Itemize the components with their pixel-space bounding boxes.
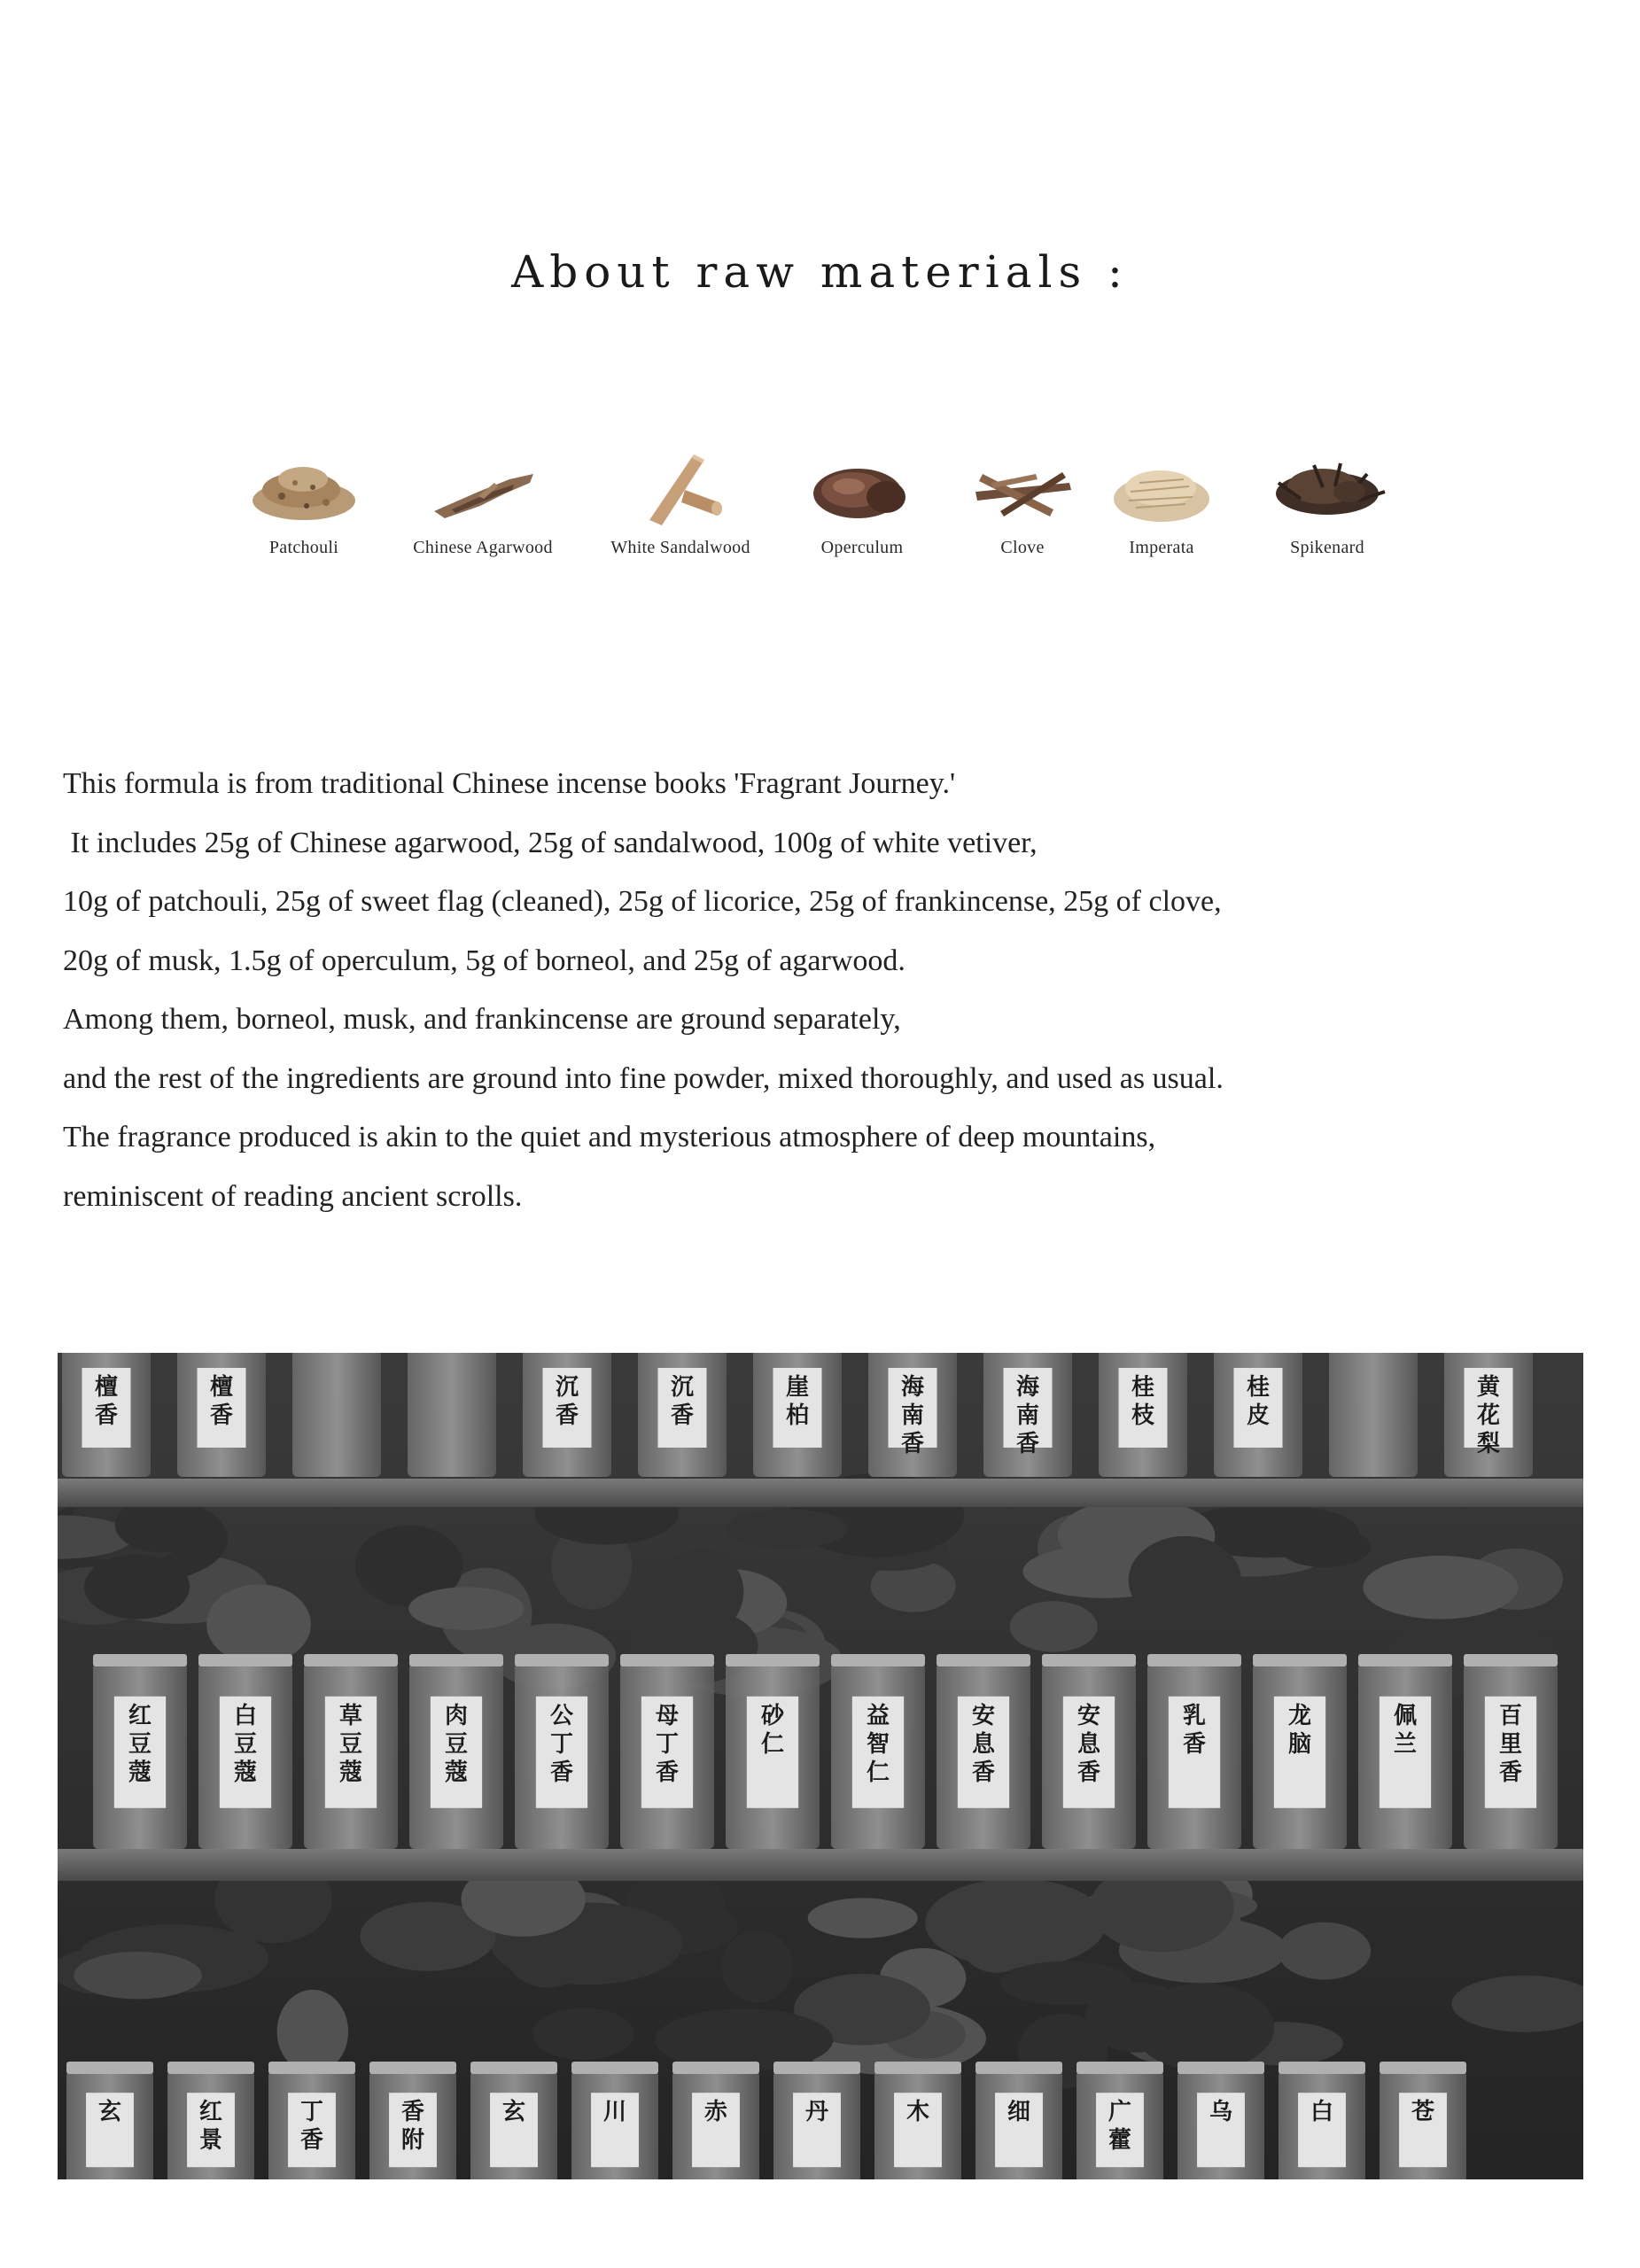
jar: [1042, 1654, 1136, 1849]
jar-label-char: 益: [866, 1702, 890, 1729]
jar: [62, 1353, 151, 1477]
jar-label-char: 乳: [1182, 1702, 1207, 1729]
jar: [268, 2062, 355, 2179]
jar-label-char: 香: [299, 2127, 324, 2155]
jar-label-char: 桂: [1246, 1374, 1271, 1401]
jar-label-char: 赤: [703, 2099, 728, 2126]
jar-label-char: 百: [1498, 1702, 1523, 1729]
jar: [1099, 1353, 1187, 1477]
jar-label-char: 红: [128, 1702, 152, 1729]
material-label: Patchouli: [268, 538, 339, 557]
jar-label-char: 香: [209, 1402, 234, 1429]
jar: [983, 1353, 1072, 1477]
jar: [66, 2062, 153, 2179]
jar: [753, 1353, 842, 1477]
jar-label-char: 景: [198, 2127, 223, 2155]
jar-label-char: 草: [338, 1702, 363, 1729]
jar: [523, 1353, 611, 1477]
jar: [874, 2062, 961, 2179]
jar-label-char: 丹: [804, 2099, 829, 2126]
jar: [1253, 1654, 1347, 1849]
agarwood-icon: [425, 447, 540, 527]
jar: [304, 1654, 398, 1849]
paragraph-line: and the rest of the ingredients are ground into fine powder, mixed thoroughly, and used as usual.: [63, 1061, 1224, 1095]
operculum-icon: [804, 447, 920, 527]
jar-label-char: 香: [1076, 1759, 1101, 1786]
jar: [672, 2062, 759, 2179]
jar-label-char: 香: [1182, 1730, 1207, 1758]
material-label: White Sandalwood: [610, 538, 750, 557]
jar-label-char: 梨: [1476, 1431, 1501, 1457]
paragraph-line: 10g of patchouli, 25g of sweet flag (cleaned), 25g of licorice, 25g of frankincense, 25g of clove,: [63, 885, 1222, 918]
material-label: Chinese Agarwood: [413, 538, 553, 557]
jar-label-char: 南: [900, 1402, 925, 1429]
jar-label-char: 川: [602, 2099, 627, 2126]
jar-label-char: 海: [900, 1374, 925, 1401]
page-title: About raw materials :: [511, 246, 1129, 298]
jar: [515, 1654, 609, 1849]
raw-materials-row: [0, 447, 1640, 589]
jar: [773, 2062, 860, 2179]
jar-label-char: 仁: [866, 1759, 890, 1786]
jar-label-char: 香: [971, 1759, 996, 1786]
jar: [409, 1654, 503, 1849]
jar: [167, 2062, 254, 2179]
material-label: Clove: [1000, 538, 1045, 557]
jar-label-char: 蔻: [233, 1759, 258, 1786]
jar-label-char: 息: [971, 1730, 996, 1758]
jar: [1464, 1654, 1558, 1849]
jar-label-char: 沉: [555, 1374, 579, 1401]
jar: [470, 2062, 557, 2179]
jar: [1076, 2062, 1163, 2179]
jar-label-char: 香: [549, 1759, 574, 1786]
material-label: Imperata: [1129, 538, 1194, 557]
jar: [831, 1654, 925, 1849]
paragraph-line: 20g of musk, 1.5g of operculum, 5g of borneol, and 25g of agarwood.: [63, 944, 905, 977]
jar: [1214, 1353, 1302, 1477]
jar-label-char: 豆: [444, 1730, 469, 1758]
jar-label-char: 细: [1007, 2099, 1031, 2126]
jar: [1147, 1654, 1241, 1849]
jar: [93, 1654, 187, 1849]
jar-label-char: 公: [549, 1702, 574, 1729]
material-label: Operculum: [820, 538, 904, 557]
paragraph-line: reminiscent of reading ancient scrolls.: [63, 1179, 523, 1213]
jar-label-char: 佩: [1393, 1702, 1418, 1729]
jar-label-char: 木: [905, 2099, 930, 2126]
jar-label-char: 枝: [1131, 1402, 1155, 1429]
paragraph-line: Among them, borneol, musk, and frankincense are ground separately,: [63, 1003, 901, 1036]
jar: [975, 2062, 1062, 2179]
jar: [1380, 2062, 1466, 2179]
jar-label-char: 香: [900, 1431, 925, 1457]
spikenard-icon: [1261, 447, 1394, 527]
jar: [177, 1353, 266, 1477]
jar-label-char: 脑: [1287, 1730, 1312, 1758]
jar: [1329, 1353, 1418, 1477]
jar-label-char: 龙: [1287, 1702, 1312, 1729]
jar-label-char: 苍: [1411, 2099, 1435, 2126]
jar: [868, 1353, 957, 1477]
jar-label-char: 豆: [128, 1730, 152, 1758]
jar-label-char: 仁: [760, 1730, 785, 1758]
patchouli-icon: [246, 447, 361, 527]
material-chinese-agarwood: [385, 447, 580, 558]
jar-label-char: 香: [1498, 1759, 1523, 1786]
jar-label-char: 乌: [1209, 2099, 1233, 2126]
jar-label-char: 檀: [209, 1374, 234, 1401]
material-white-sandalwood: [583, 447, 778, 558]
jar-label-char: 檀: [94, 1374, 119, 1401]
jar-label-char: 花: [1476, 1402, 1501, 1429]
jar-label-char: 黄: [1476, 1374, 1501, 1401]
paragraph-line: This formula is from traditional Chinese incense books 'Fragrant Journey.': [63, 767, 956, 800]
paragraph-line: It includes 25g of Chinese agarwood, 25g of sandalwood, 100g of white vetiver,: [63, 826, 1038, 859]
jar-label-char: 里: [1498, 1730, 1523, 1758]
jar-label-char: 丁: [299, 2099, 324, 2126]
material-label: Spikenard: [1290, 538, 1364, 557]
jar-label-char: 丁: [655, 1730, 680, 1758]
jar-label-char: 安: [1076, 1702, 1101, 1729]
jar-label-char: 豆: [233, 1730, 258, 1758]
jar-label-char: 兰: [1393, 1730, 1418, 1758]
jar: [1279, 2062, 1365, 2179]
jar-label-char: 红: [198, 2099, 223, 2126]
imperata-icon: [1104, 447, 1219, 527]
jar-label-char: 白: [233, 1702, 258, 1729]
jar: [937, 1654, 1030, 1849]
sandalwood-icon: [623, 447, 738, 527]
jar: [369, 2062, 456, 2179]
material-patchouli: [206, 447, 401, 558]
jar-label-char: 香: [655, 1759, 680, 1786]
jar: [726, 1654, 820, 1849]
jar-label-char: 柏: [785, 1402, 810, 1429]
formula-description: [63, 755, 1587, 1226]
jar-label-char: 玄: [97, 2099, 122, 2126]
jar: [1444, 1353, 1533, 1477]
jar-label-char: 智: [866, 1730, 890, 1758]
jar-label-char: 香: [670, 1402, 695, 1429]
jar-label-char: 蔻: [338, 1759, 363, 1786]
jar-label-char: 蔻: [444, 1759, 469, 1786]
apothecary-shelf-photo: [58, 1353, 1583, 2179]
jar: [292, 1353, 381, 1477]
jar-label-char: 广: [1108, 2099, 1132, 2126]
jar-label-char: 玄: [501, 2099, 526, 2126]
jar: [408, 1353, 496, 1477]
jar-label-char: 南: [1015, 1402, 1040, 1429]
jar-label-char: 桂: [1131, 1374, 1155, 1401]
jar-label-char: 丁: [549, 1730, 574, 1758]
jar-label-char: 香: [94, 1402, 119, 1429]
jar: [638, 1353, 727, 1477]
jar-label-char: 豆: [338, 1730, 363, 1758]
jar: [1178, 2062, 1264, 2179]
jar: [1358, 1654, 1452, 1849]
jar-label-char: 白: [1310, 2099, 1334, 2126]
jar: [198, 1654, 292, 1849]
shelf-photo-illustration: [58, 1353, 1583, 2179]
material-spikenard: [1230, 447, 1425, 558]
clove-icon: [965, 447, 1080, 527]
jar-label-char: 香: [1015, 1431, 1040, 1457]
paragraph-line: The fragrance produced is akin to the quiet and mysterious atmosphere of deep mountains,: [63, 1121, 1156, 1153]
jar-label-char: 息: [1076, 1730, 1101, 1758]
jar-label-char: 崖: [785, 1374, 810, 1401]
jar-label-char: 母: [655, 1702, 680, 1729]
jar-label-char: 安: [971, 1702, 996, 1729]
jar-label-char: 海: [1015, 1374, 1040, 1401]
jar: [571, 2062, 658, 2179]
jar-label-char: 砂: [760, 1702, 785, 1729]
jar-label-char: 皮: [1246, 1402, 1271, 1429]
jar-label-char: 蔻: [128, 1759, 152, 1786]
jar-label-char: 藿: [1108, 2127, 1132, 2155]
jar-label-char: 沉: [670, 1374, 695, 1401]
jar-label-char: 香: [400, 2099, 425, 2126]
jar: [620, 1654, 714, 1849]
jar-label-char: 附: [400, 2127, 425, 2155]
jar-label-char: 肉: [444, 1702, 469, 1729]
jar-label-char: 香: [555, 1402, 579, 1429]
